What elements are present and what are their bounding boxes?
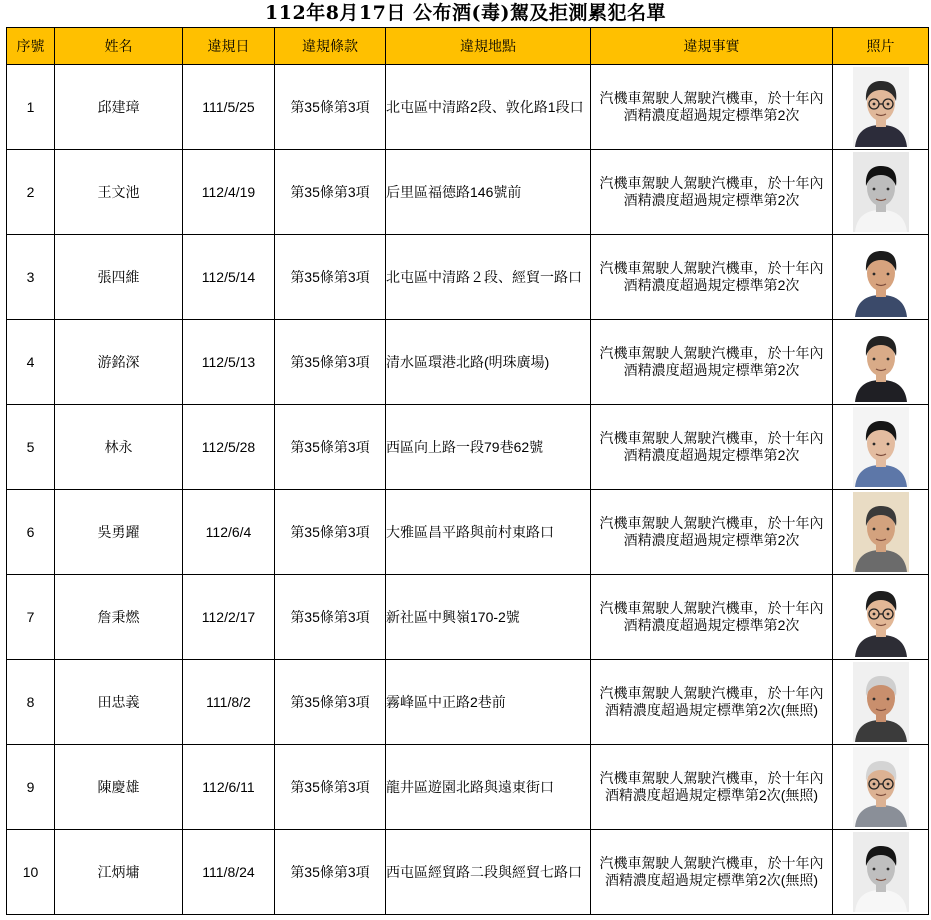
violation-fact-line1: 汽機車駕駛人駕駛汽機車，於十年內 xyxy=(599,515,824,531)
offender-photo xyxy=(853,747,909,827)
offender-photo xyxy=(853,832,909,912)
table-row xyxy=(7,660,929,745)
photo-cell xyxy=(833,320,929,405)
violation-fact-line2: 酒精濃度超過規定標準第2次 xyxy=(623,532,800,548)
header-clause: 違規條款 xyxy=(275,28,386,65)
row-number: 3 xyxy=(7,235,55,320)
photo-cell xyxy=(833,575,929,660)
photo-cell xyxy=(833,490,929,575)
photo-cell xyxy=(833,660,929,745)
violation-fact-line2: 酒精濃度超過規定標準第2次 xyxy=(623,107,800,123)
violation-fact xyxy=(591,150,833,235)
violation-date: 111/5/25 xyxy=(183,65,275,150)
header-photo: 照片 xyxy=(833,28,929,65)
violation-fact xyxy=(591,575,833,660)
violation-date: 111/8/24 xyxy=(183,830,275,915)
offender-photo xyxy=(853,577,909,657)
table-row xyxy=(7,405,929,490)
page-title: 112年8月17日 公布酒(毒)駕及拒測累犯名單 xyxy=(265,2,666,24)
violation-clause: 第35條第3項 xyxy=(275,660,386,745)
violation-date: 112/2/17 xyxy=(183,575,275,660)
violation-place: 西屯區經貿路二段與經貿七路口 xyxy=(386,830,591,915)
offender-table xyxy=(6,27,929,915)
photo-cell xyxy=(833,65,929,150)
photo-cell xyxy=(833,830,929,915)
offender-name: 田忠義 xyxy=(55,660,183,745)
violation-fact-line2: 酒精濃度超過規定標準第2次 xyxy=(623,362,800,378)
violation-fact-line2: 酒精濃度超過規定標準第2次 xyxy=(623,617,800,633)
header-place: 違規地點 xyxy=(386,28,591,65)
table-row xyxy=(7,745,929,830)
offender-photo xyxy=(853,322,909,402)
offender-name: 詹秉燃 xyxy=(55,575,183,660)
violation-fact xyxy=(591,405,833,490)
row-number: 10 xyxy=(7,830,55,915)
offender-name: 吳勇躍 xyxy=(55,490,183,575)
violation-place: 霧峰區中正路2巷前 xyxy=(386,660,591,745)
photo-cell xyxy=(833,745,929,830)
violation-fact-line2: 酒精濃度超過規定標準第2次 xyxy=(623,447,800,463)
offender-name: 邱建璋 xyxy=(55,65,183,150)
header-name: 姓名 xyxy=(55,28,183,65)
violation-place: 北屯區中清路2段、敦化路1段口 xyxy=(386,65,591,150)
offender-photo xyxy=(853,492,909,572)
table-row xyxy=(7,575,929,660)
violation-fact xyxy=(591,65,833,150)
violation-clause: 第35條第3項 xyxy=(275,235,386,320)
violation-place: 大雅區昌平路與前村東路口 xyxy=(386,490,591,575)
violation-fact-line1: 汽機車駕駛人駕駛汽機車，於十年內 xyxy=(599,90,824,106)
violation-fact-line1: 汽機車駕駛人駕駛汽機車，於十年內 xyxy=(599,260,824,276)
violation-date: 112/6/11 xyxy=(183,745,275,830)
violation-place: 清水區環港北路(明珠廣場) xyxy=(386,320,591,405)
offender-name: 張四維 xyxy=(55,235,183,320)
row-number: 2 xyxy=(7,150,55,235)
row-number: 7 xyxy=(7,575,55,660)
table-row xyxy=(7,150,929,235)
violation-fact-line2: 酒精濃度超過規定標準第2次 xyxy=(623,192,800,208)
violation-place: 新社區中興嶺170-2號 xyxy=(386,575,591,660)
violation-date: 112/6/4 xyxy=(183,490,275,575)
offender-name: 陳慶雄 xyxy=(55,745,183,830)
offender-photo xyxy=(853,662,909,742)
violation-date: 112/5/13 xyxy=(183,320,275,405)
violation-date: 112/5/14 xyxy=(183,235,275,320)
violation-fact-line2: 酒精濃度超過規定標準第2次 xyxy=(623,277,800,293)
table-row xyxy=(7,830,929,915)
row-number: 6 xyxy=(7,490,55,575)
violation-fact-line1: 汽機車駕駛人駕駛汽機車，於十年內 xyxy=(599,685,824,701)
violation-place: 后里區福德路146號前 xyxy=(386,150,591,235)
violation-fact xyxy=(591,830,833,915)
table-row xyxy=(7,320,929,405)
offender-name: 游銘深 xyxy=(55,320,183,405)
violation-date: 111/8/2 xyxy=(183,660,275,745)
offender-photo xyxy=(853,152,909,232)
violation-clause: 第35條第3項 xyxy=(275,405,386,490)
table-row xyxy=(7,65,929,150)
row-number: 1 xyxy=(7,65,55,150)
table-row xyxy=(7,235,929,320)
photo-cell xyxy=(833,150,929,235)
violation-fact xyxy=(591,235,833,320)
table-header-row xyxy=(7,28,929,65)
header-fact: 違規事實 xyxy=(591,28,833,65)
photo-cell xyxy=(833,405,929,490)
offender-photo xyxy=(853,407,909,487)
violation-fact-line2: 酒精濃度超過規定標準第2次(無照) xyxy=(604,787,819,803)
violation-place: 西區向上路一段79巷62號 xyxy=(386,405,591,490)
offender-photo xyxy=(853,237,909,317)
violation-place: 龍井區遊園北路與遠東街口 xyxy=(386,745,591,830)
violation-fact-line1: 汽機車駕駛人駕駛汽機車，於十年內 xyxy=(599,855,824,871)
offender-name: 江炳墉 xyxy=(55,830,183,915)
violation-place: 北屯區中清路２段、經貿一路口 xyxy=(386,235,591,320)
violation-fact-line1: 汽機車駕駛人駕駛汽機車，於十年內 xyxy=(599,600,824,616)
violation-clause: 第35條第3項 xyxy=(275,830,386,915)
violation-fact-line2: 酒精濃度超過規定標準第2次(無照) xyxy=(604,702,819,718)
photo-cell xyxy=(833,235,929,320)
violation-clause: 第35條第3項 xyxy=(275,575,386,660)
violation-fact-line2: 酒精濃度超過規定標準第2次(無照) xyxy=(604,872,819,888)
violation-date: 112/5/28 xyxy=(183,405,275,490)
row-number: 5 xyxy=(7,405,55,490)
violation-fact xyxy=(591,320,833,405)
violation-fact-line1: 汽機車駕駛人駕駛汽機車，於十年內 xyxy=(599,430,824,446)
violation-fact xyxy=(591,660,833,745)
violation-clause: 第35條第3項 xyxy=(275,490,386,575)
table-row xyxy=(7,490,929,575)
violation-fact xyxy=(591,490,833,575)
row-number: 4 xyxy=(7,320,55,405)
violation-date: 112/4/19 xyxy=(183,150,275,235)
row-number: 9 xyxy=(7,745,55,830)
violation-fact-line1: 汽機車駕駛人駕駛汽機車，於十年內 xyxy=(599,345,824,361)
header-no: 序號 xyxy=(7,28,55,65)
offender-photo xyxy=(853,67,909,147)
violation-clause: 第35條第3項 xyxy=(275,150,386,235)
violation-fact-line1: 汽機車駕駛人駕駛汽機車，於十年內 xyxy=(599,175,824,191)
violation-clause: 第35條第3項 xyxy=(275,745,386,830)
offender-name: 林永 xyxy=(55,405,183,490)
violation-fact xyxy=(591,745,833,830)
violation-clause: 第35條第3項 xyxy=(275,320,386,405)
violation-fact-line1: 汽機車駕駛人駕駛汽機車，於十年內 xyxy=(599,770,824,786)
violation-clause: 第35條第3項 xyxy=(275,65,386,150)
header-date: 違規日 xyxy=(183,28,275,65)
row-number: 8 xyxy=(7,660,55,745)
offender-name: 王文池 xyxy=(55,150,183,235)
